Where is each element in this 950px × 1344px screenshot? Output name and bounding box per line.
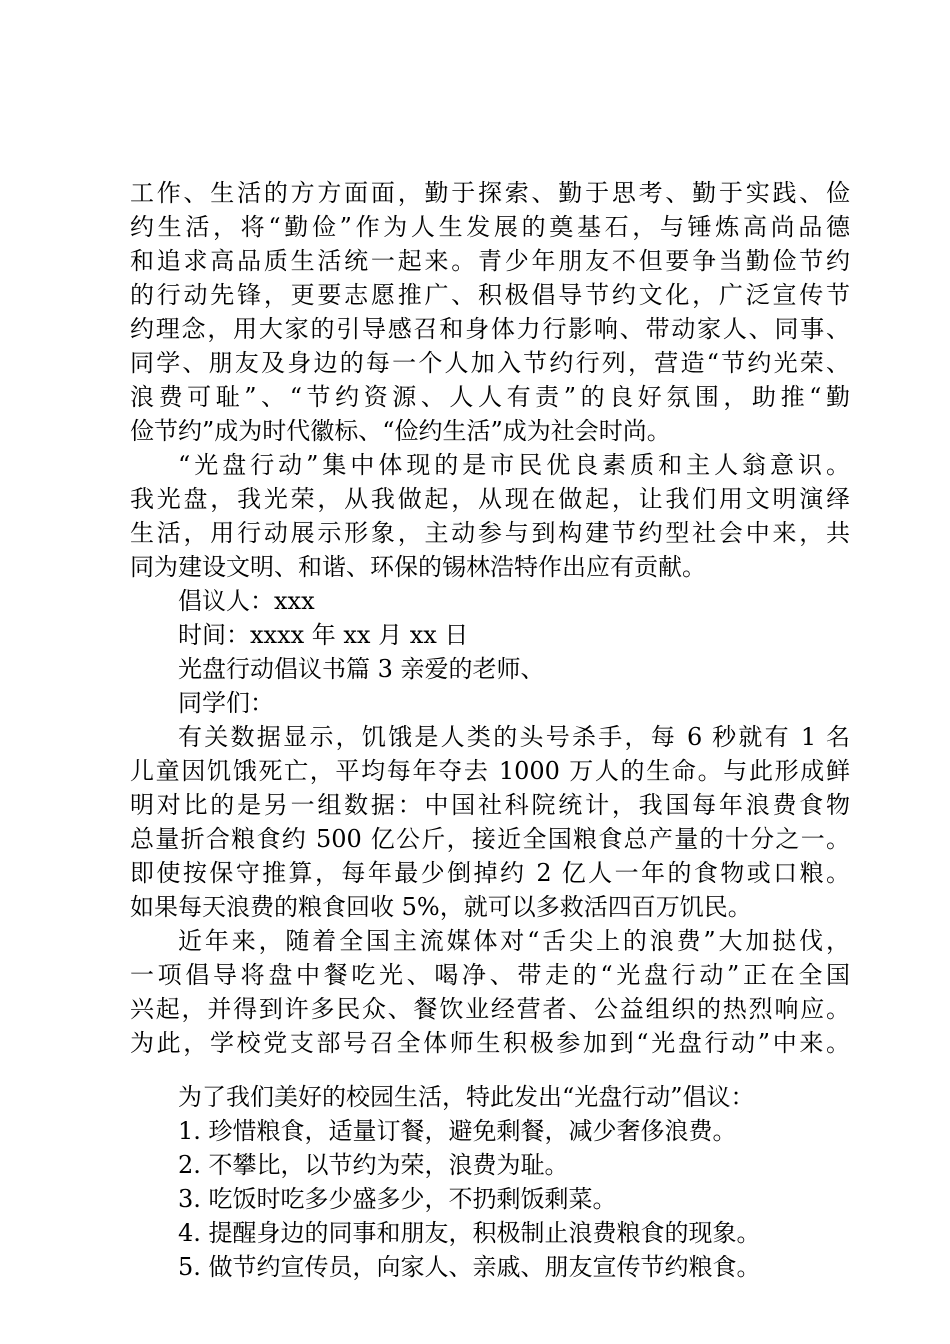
paragraph-line: 约理念，用大家的引导感召和身体力行影响、带动家人、同事、 bbox=[130, 315, 850, 343]
paragraph-line: 一项倡导将盘中餐吃光、喝净、带走的“光盘行动”正在全国 bbox=[130, 961, 850, 989]
proposal-item-3: 3. 吃饭时吃多少盛多少，不扔剩饭剩菜。 bbox=[178, 1185, 617, 1213]
paragraph-line: 明对比的是另一组数据：中国社科院统计，我国每年浪费食物 bbox=[130, 791, 850, 819]
paragraph-line: 俭节约”成为时代徽标、“俭约生活”成为社会时尚。 bbox=[130, 417, 671, 445]
paragraph-line: 和追求高品质生活统一起来。青少年朋友不但要争当勤俭节约 bbox=[130, 247, 850, 275]
proposal-item-4: 4. 提醒身边的同事和朋友，积极制止浪费粮食的现象。 bbox=[178, 1219, 761, 1247]
paragraph-line: 的行动先锋，更要志愿推广、积极倡导节约文化，广泛宣传节 bbox=[130, 281, 850, 309]
paragraph-line: 为此，学校党支部号召全体师生积极参加到“光盘行动”中来。 bbox=[130, 1029, 850, 1057]
paragraph-line: 生活，用行动展示形象，主动参与到构建节约型社会中来，共 bbox=[130, 519, 850, 547]
paragraph-line: 同学、朋友及身边的每一个人加入节约行列，营造“节约光荣、 bbox=[130, 349, 850, 377]
proposal-item-1: 1. 珍惜粮食，适量订餐，避免剩餐，减少奢侈浪费。 bbox=[178, 1117, 737, 1145]
paragraph-line: 儿童因饥饿死亡，平均每年夺去 1000 万人的生命。与此形成鲜 bbox=[130, 757, 850, 785]
proposal-intro-line: 为了我们美好的校园生活，特此发出“光盘行动”倡议： bbox=[178, 1083, 755, 1111]
proposal-item-5: 5. 做节约宣传员，向家人、亲戚、朋友宣传节约粮食。 bbox=[178, 1253, 761, 1281]
paragraph-line: 即使按保守推算，每年最少倒掉约 2 亿人一年的食物或口粮。 bbox=[130, 859, 850, 887]
paragraph-line: 我光盘，我光荣，从我做起，从现在做起，让我们用文明演绎 bbox=[130, 485, 850, 513]
paragraph-line: 如果每天浪费的粮食回收 5%，就可以多救活四百万饥民。 bbox=[130, 893, 752, 921]
paragraph-line: 近年来，随着全国主流媒体对“舌尖上的浪费”大加挞伐， bbox=[178, 927, 850, 955]
paragraph-line: 浪费可耻”、“节约资源、人人有责”的良好氛围，助推“勤 bbox=[130, 383, 850, 411]
section-title-line: 光盘行动倡议书篇 3 亲爱的老师、 bbox=[178, 655, 545, 683]
proposal-item-2: 2. 不攀比，以节约为荣，浪费为耻。 bbox=[178, 1151, 569, 1179]
paragraph-line: 同为建设文明、和谐、环保的锡林浩特作出应有贡献。 bbox=[130, 553, 706, 581]
paragraph-line: 兴起，并得到许多民众、餐饮业经营者、公益组织的热烈响应。 bbox=[130, 995, 850, 1023]
date-line: 时间：xxxx 年 xx 月 xx 日 bbox=[178, 621, 469, 649]
signatory-line: 倡议人：xxx bbox=[178, 587, 315, 615]
paragraph-line: 约生活，将“勤俭”作为人生发展的奠基石，与锤炼高尚品德 bbox=[130, 213, 850, 241]
paragraph-line: 有关数据显示，饥饿是人类的头号杀手，每 6 秒就有 1 名 bbox=[178, 723, 850, 751]
salutation-line: 同学们： bbox=[178, 689, 274, 717]
paragraph-line: 工作、生活的方方面面，勤于探索、勤于思考、勤于实践、俭 bbox=[130, 179, 850, 207]
paragraph-line: “光盘行动”集中体现的是市民优良素质和主人翁意识。 bbox=[178, 451, 850, 479]
paragraph-line: 总量折合粮食约 500 亿公斤，接近全国粮食总产量的十分之一。 bbox=[130, 825, 850, 853]
